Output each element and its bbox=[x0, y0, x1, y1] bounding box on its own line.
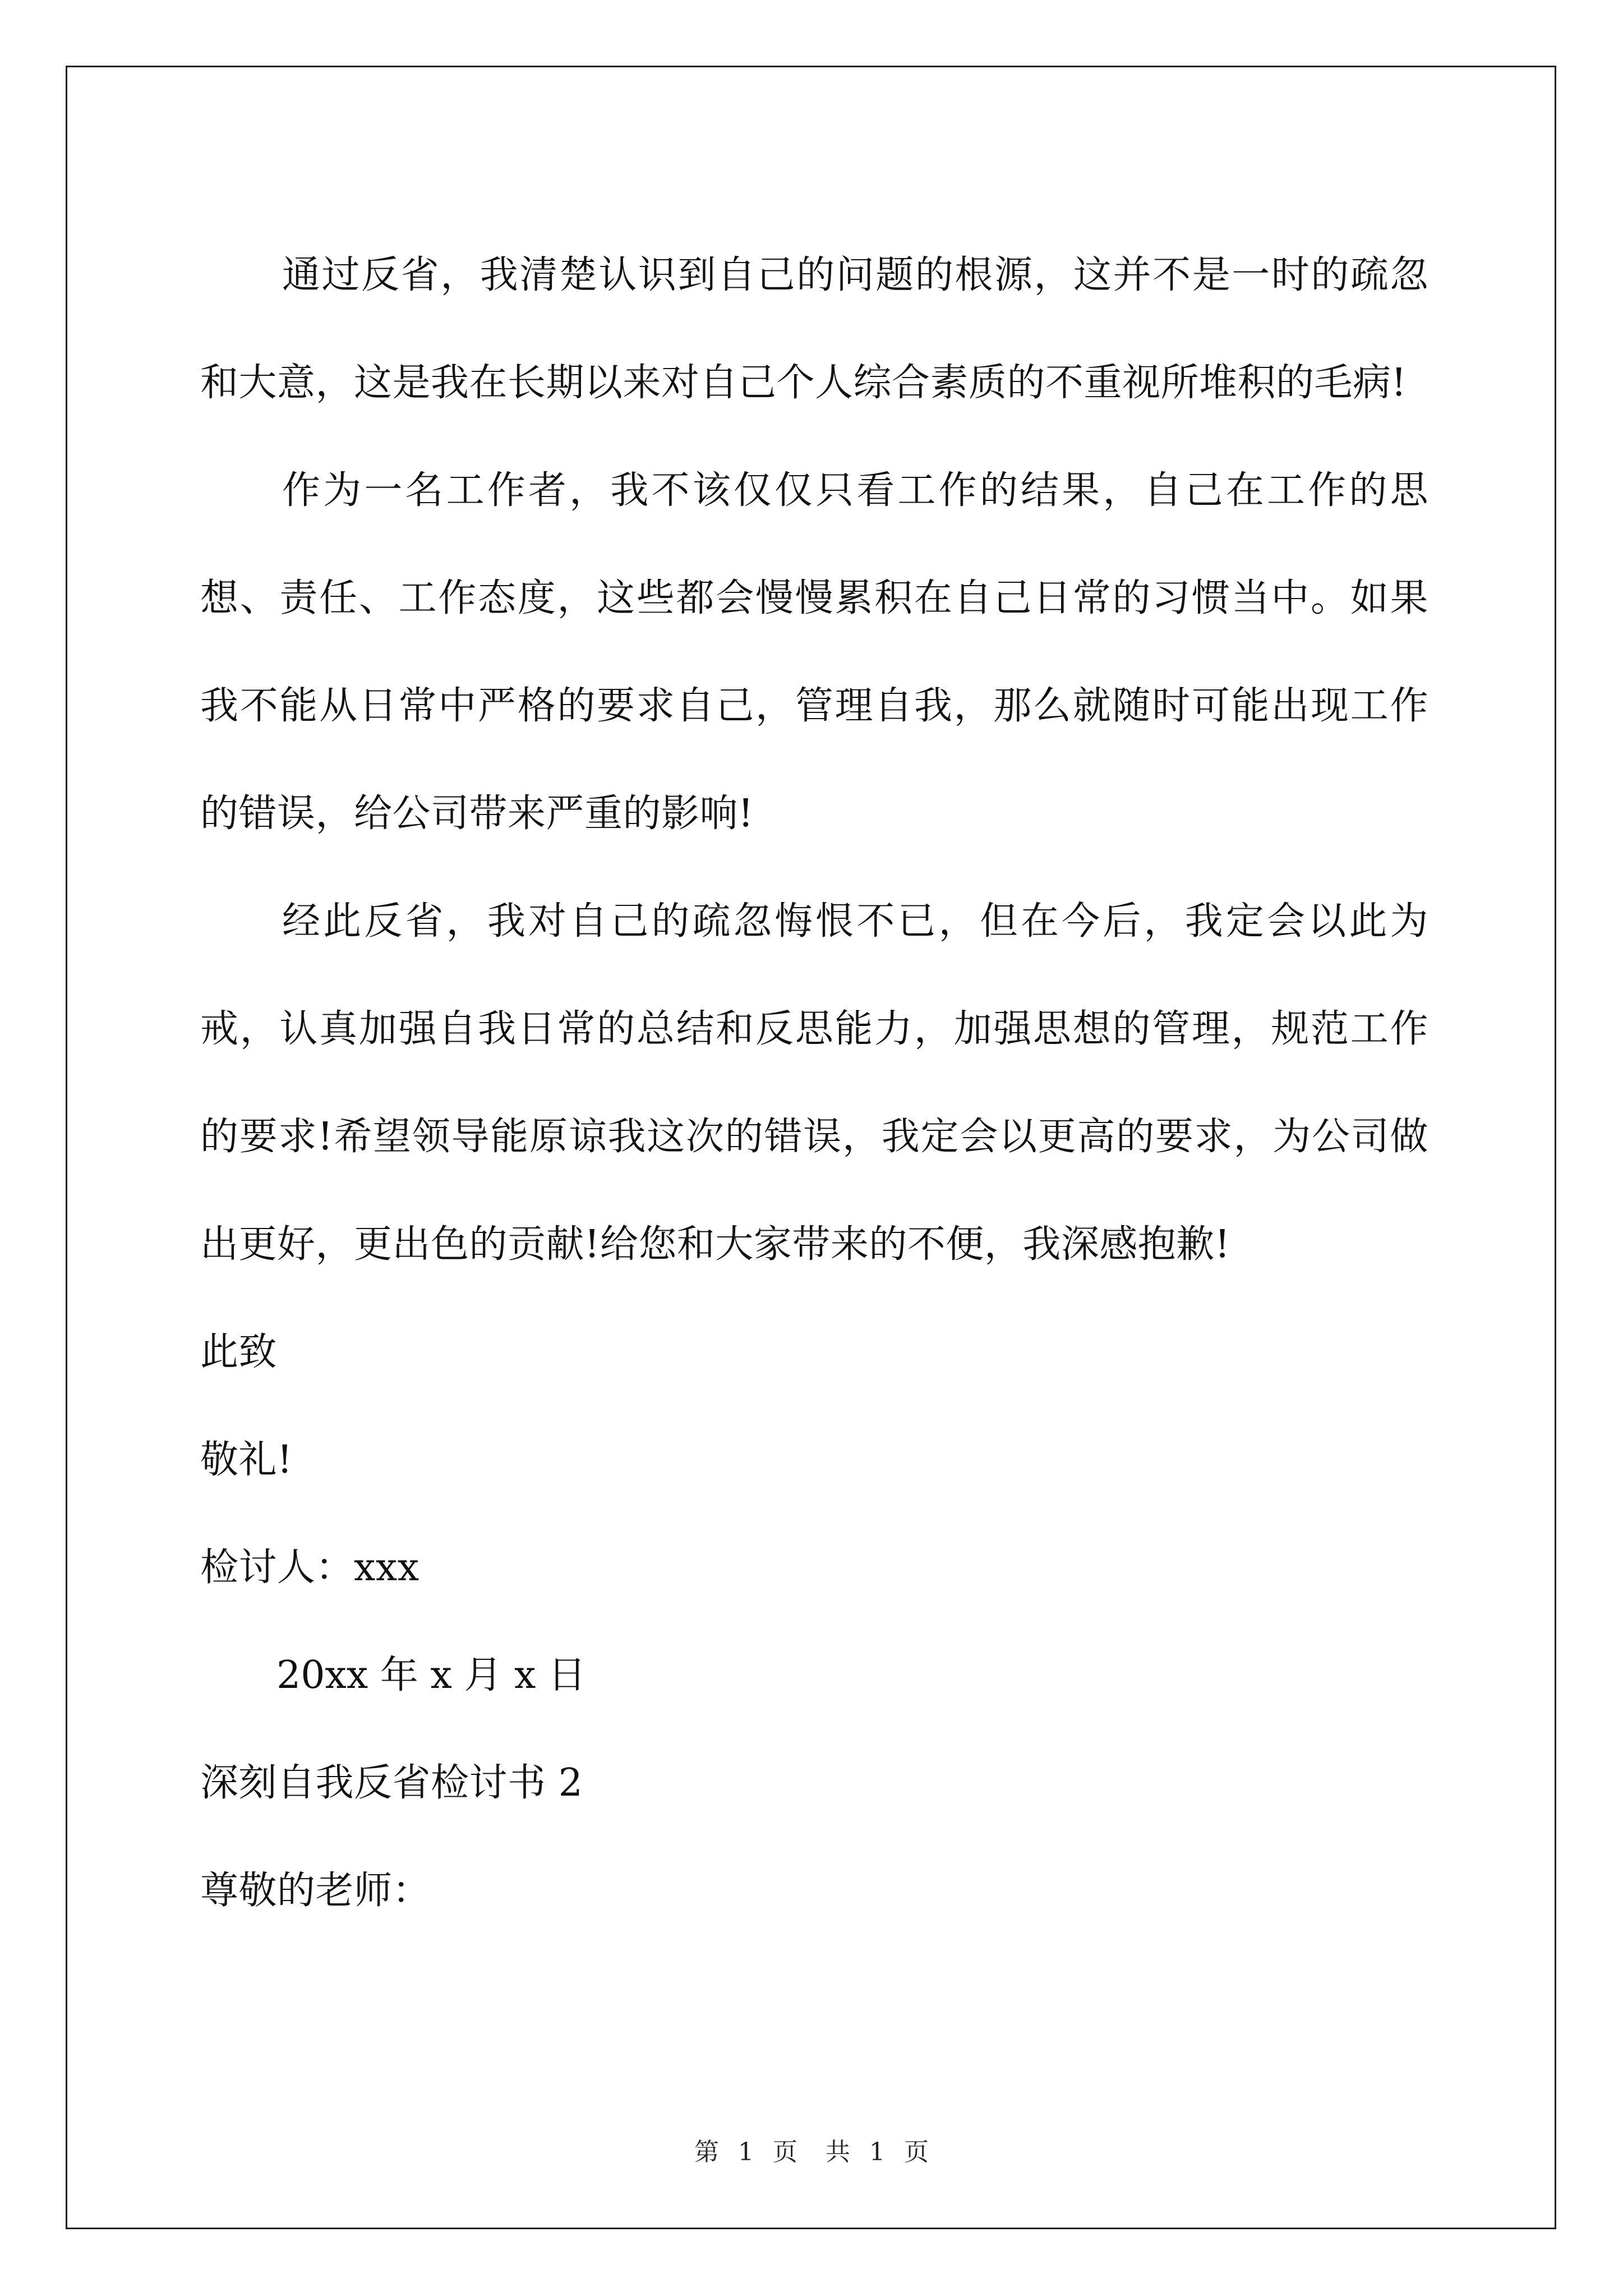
paragraph-1: 通过反省，我清楚认识到自己的问题的根源，这并不是一时的疏忽和大意，这是我在长期以来对自己个人综合素质的不重视所堆积的毛病! bbox=[200, 253, 1428, 405]
paragraph-3: 经此反省，我对自己的疏忽悔恨不已，但在今后，我定会以此为戒，认真加强自我日常的总结和反思能力，加强思想的管理，规范工作的要求!希望领导能原谅我这次的错误，我定会以更高的要求，为公司做出更好，更出色的贡献!给您和大家带来的不便，我深感抱歉! bbox=[200, 899, 1428, 1267]
paragraph-2: 作为一名工作者，我不该仅仅只看工作的结果，自己在工作的思想、责任、工作态度，这些都会慢慢累积在自己日常的习惯当中。如果我不能从日常中严格的要求自己，管理自我，那么就随时可能出现工作的错误，给公司带来严重的影响! bbox=[200, 468, 1428, 836]
page-footer bbox=[0, 2132, 1623, 2168]
closing-line-1: 此致 bbox=[200, 1330, 278, 1374]
page-total: 共 1 页 bbox=[826, 2138, 929, 2166]
document-body bbox=[200, 222, 1428, 1945]
closing-line-2: 敬礼! bbox=[200, 1438, 293, 1482]
page-number: 第 1 页 bbox=[694, 2138, 797, 2166]
next-document-title: 深刻自我反省检讨书 2 bbox=[200, 1761, 583, 1805]
date-line: 20xx 年 x 月 x 日 bbox=[276, 1653, 587, 1697]
salutation: 尊敬的老师： bbox=[200, 1869, 431, 1913]
signer-line: 检讨人：xxx bbox=[200, 1545, 419, 1590]
